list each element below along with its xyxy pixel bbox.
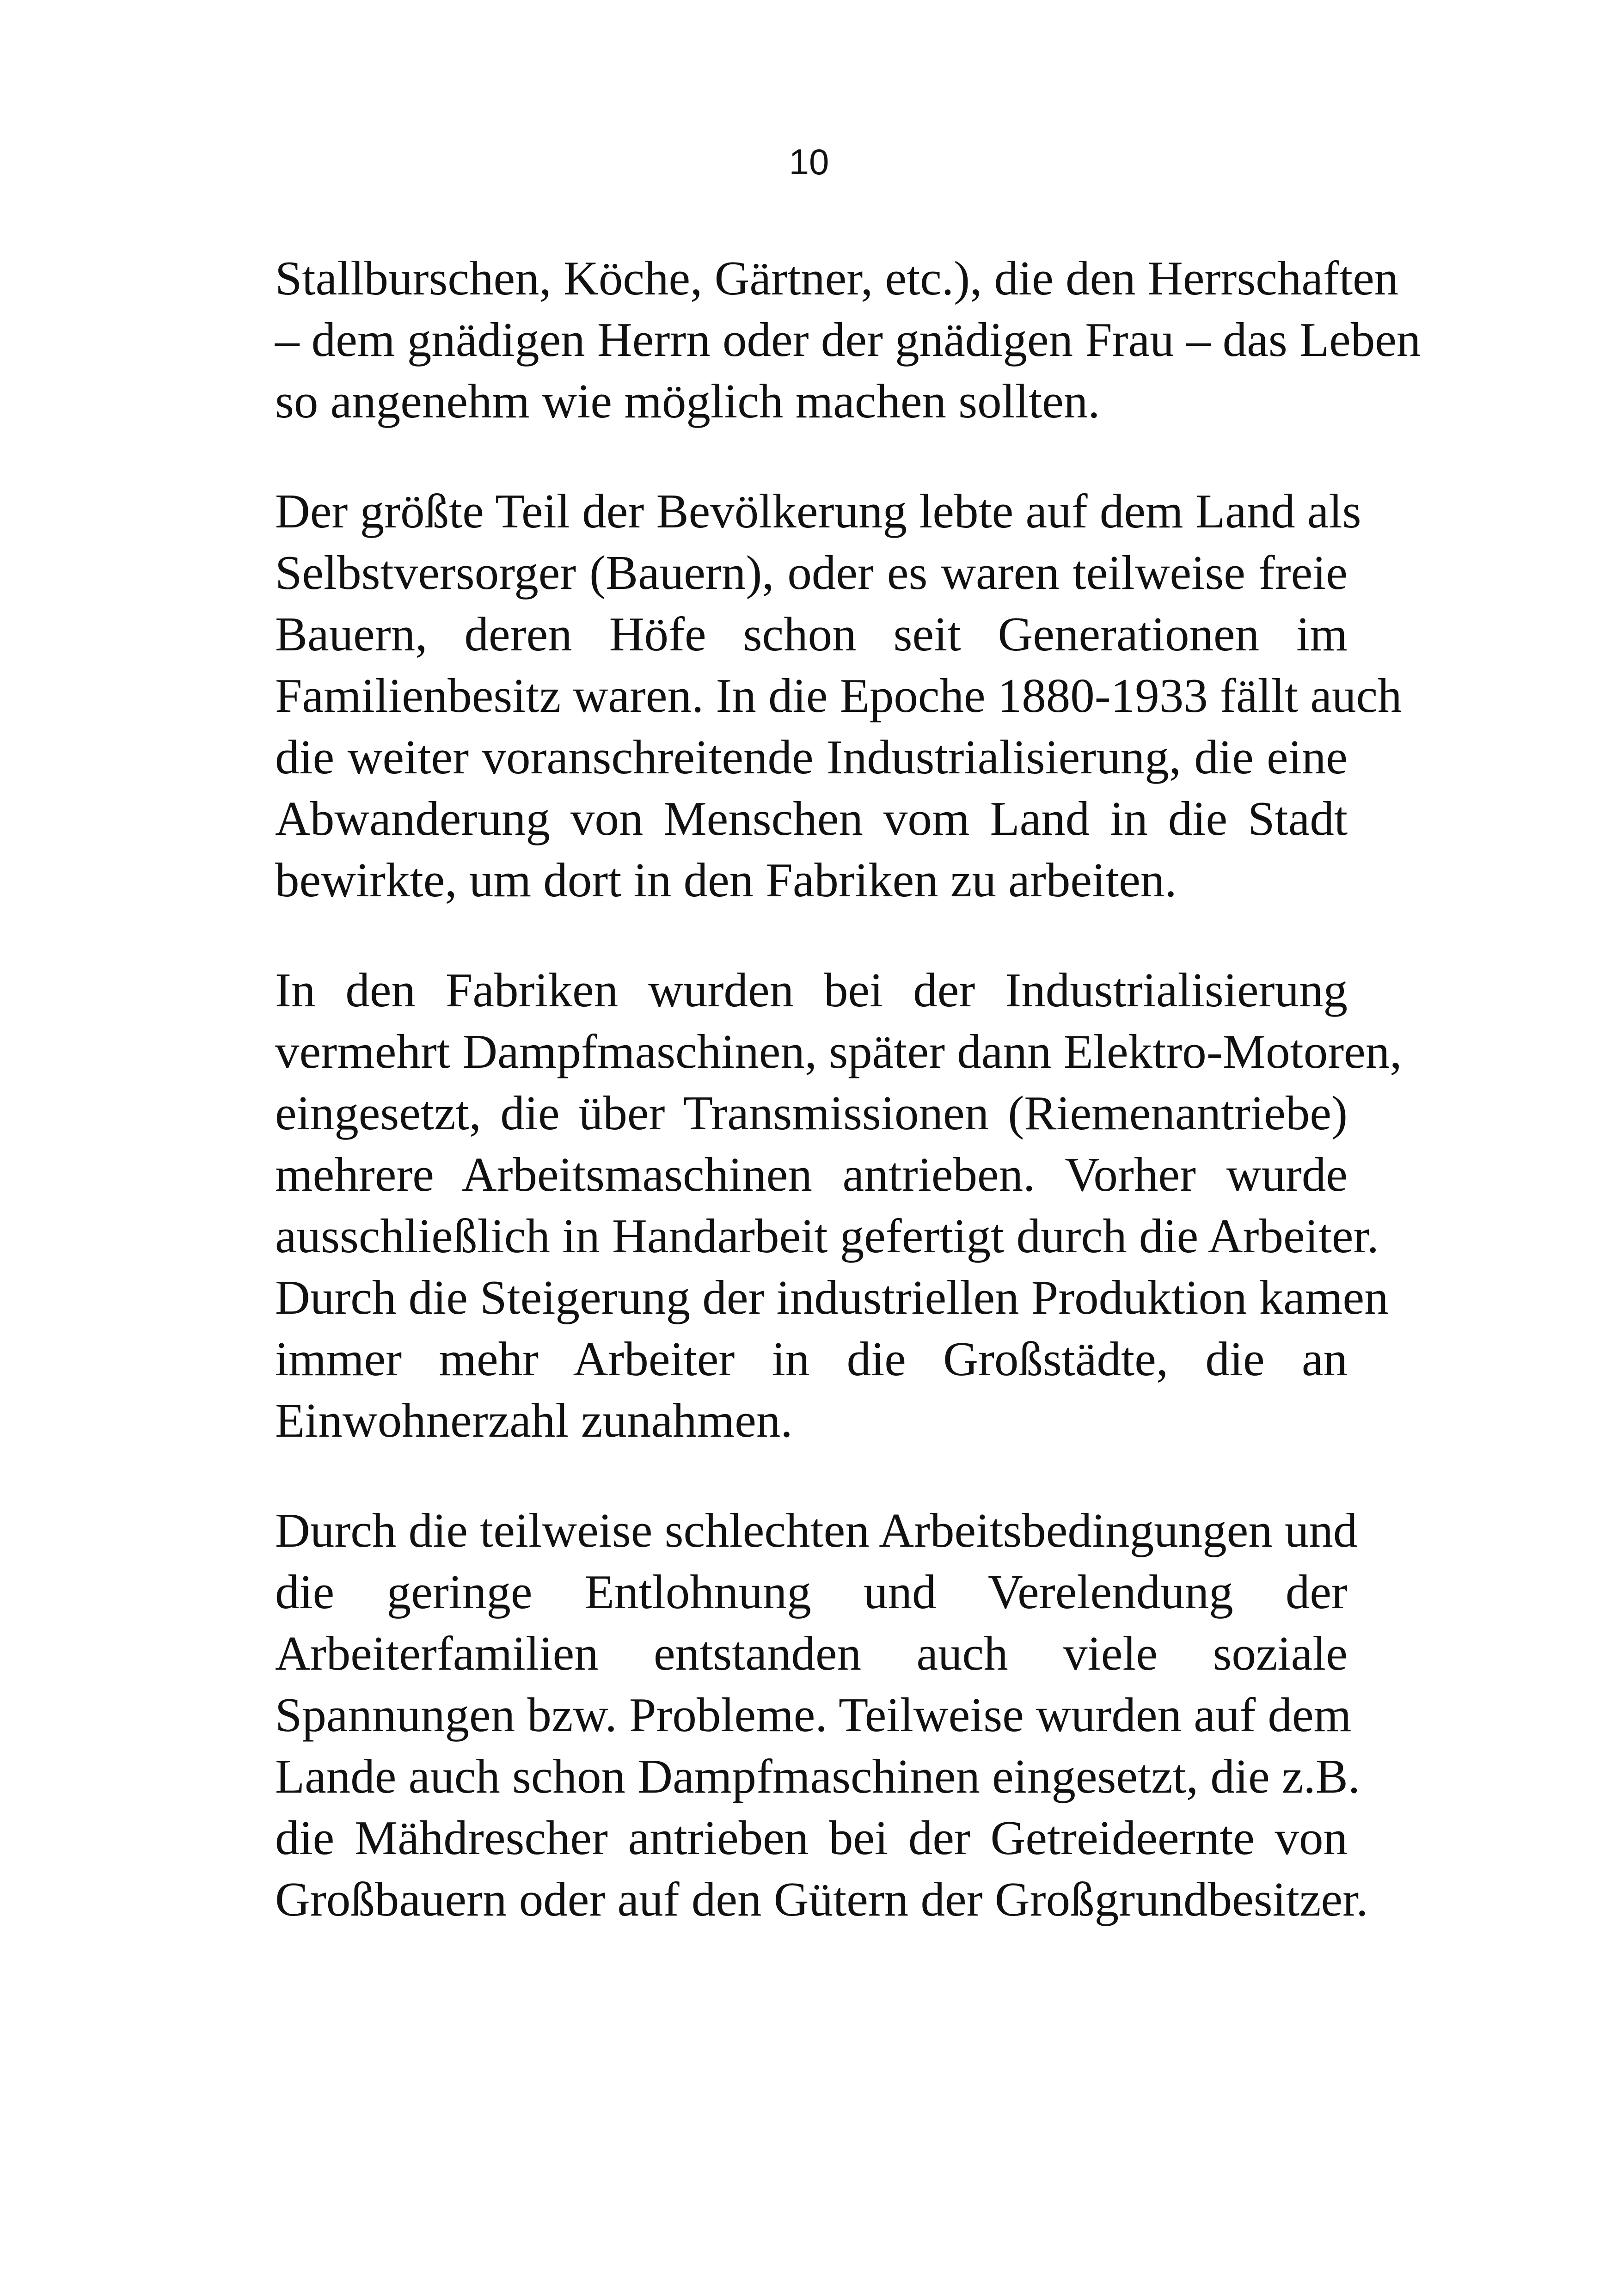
text-line: Großbauern oder auf den Gütern der Großgrundbesitzer. (275, 1872, 1368, 1926)
text-line: Bauern, deren Höfe schon seit Generationen im (275, 607, 1348, 661)
text-line: die geringe Entlohnung und Verelendung der (275, 1565, 1348, 1619)
text-line: eingesetzt, die über Transmissionen (Riemenantriebe) (275, 1086, 1348, 1140)
paragraph-4 (275, 1500, 1368, 1930)
text-line: Abwanderung von Menschen vom Land in die Stadt (275, 791, 1348, 845)
text-line: so angenehm wie möglich machen sollten. (275, 374, 1100, 428)
text-line: Arbeiterfamilien entstanden auch viele soziale (275, 1626, 1348, 1680)
text-line: In den Fabriken wurden bei der Industrialisierung (275, 963, 1348, 1017)
body-text (275, 247, 1421, 1978)
text-line: Stallburschen, Köche, Gärtner, etc.), die den Herrschaften (275, 251, 1399, 305)
text-line: Selbstversorger (Bauern), oder es waren teilweise freie (275, 545, 1348, 600)
text-line: Spannungen bzw. Probleme. Teilweise wurden auf dem (275, 1688, 1352, 1742)
text-line: Einwohnerzahl zunahmen. (275, 1393, 793, 1447)
paragraph-1 (275, 247, 1421, 432)
text-line: mehrere Arbeitsmaschinen antrieben. Vorher wurde (275, 1147, 1348, 1201)
text-line: die weiter voranschreitende Industrialisierung, die eine (275, 730, 1348, 784)
paragraph-3 (275, 959, 1402, 1451)
text-line: die Mähdrescher antrieben bei der Getreideernte von (275, 1811, 1348, 1865)
text-line: Familienbesitz waren. In die Epoche 1880-1933 fällt auch (275, 668, 1402, 722)
text-line: Lande auch schon Dampfmaschinen eingesetzt, die z.B. (275, 1749, 1361, 1803)
text-line: ausschließlich in Handarbeit gefertigt durch die Arbeiter. (275, 1209, 1379, 1263)
text-line: immer mehr Arbeiter in die Großstädte, die an (275, 1332, 1348, 1386)
text-line: – dem gnädigen Herrn oder der gnädigen Frau – das Leben (275, 312, 1421, 367)
text-line: Der größte Teil der Bevölkerung lebte auf dem Land als (275, 484, 1361, 538)
paragraph-2 (275, 480, 1402, 911)
text-line: Durch die teilweise schlechten Arbeitsbedingungen und (275, 1503, 1358, 1557)
text-line: bewirkte, um dort in den Fabriken zu arbeiten. (275, 853, 1177, 907)
text-line: vermehrt Dampfmaschinen, später dann Elektro-Motoren, (275, 1024, 1402, 1078)
text-line: Durch die Steigerung der industriellen Produktion kamen (275, 1270, 1389, 1324)
page-number: 10 (789, 141, 829, 182)
